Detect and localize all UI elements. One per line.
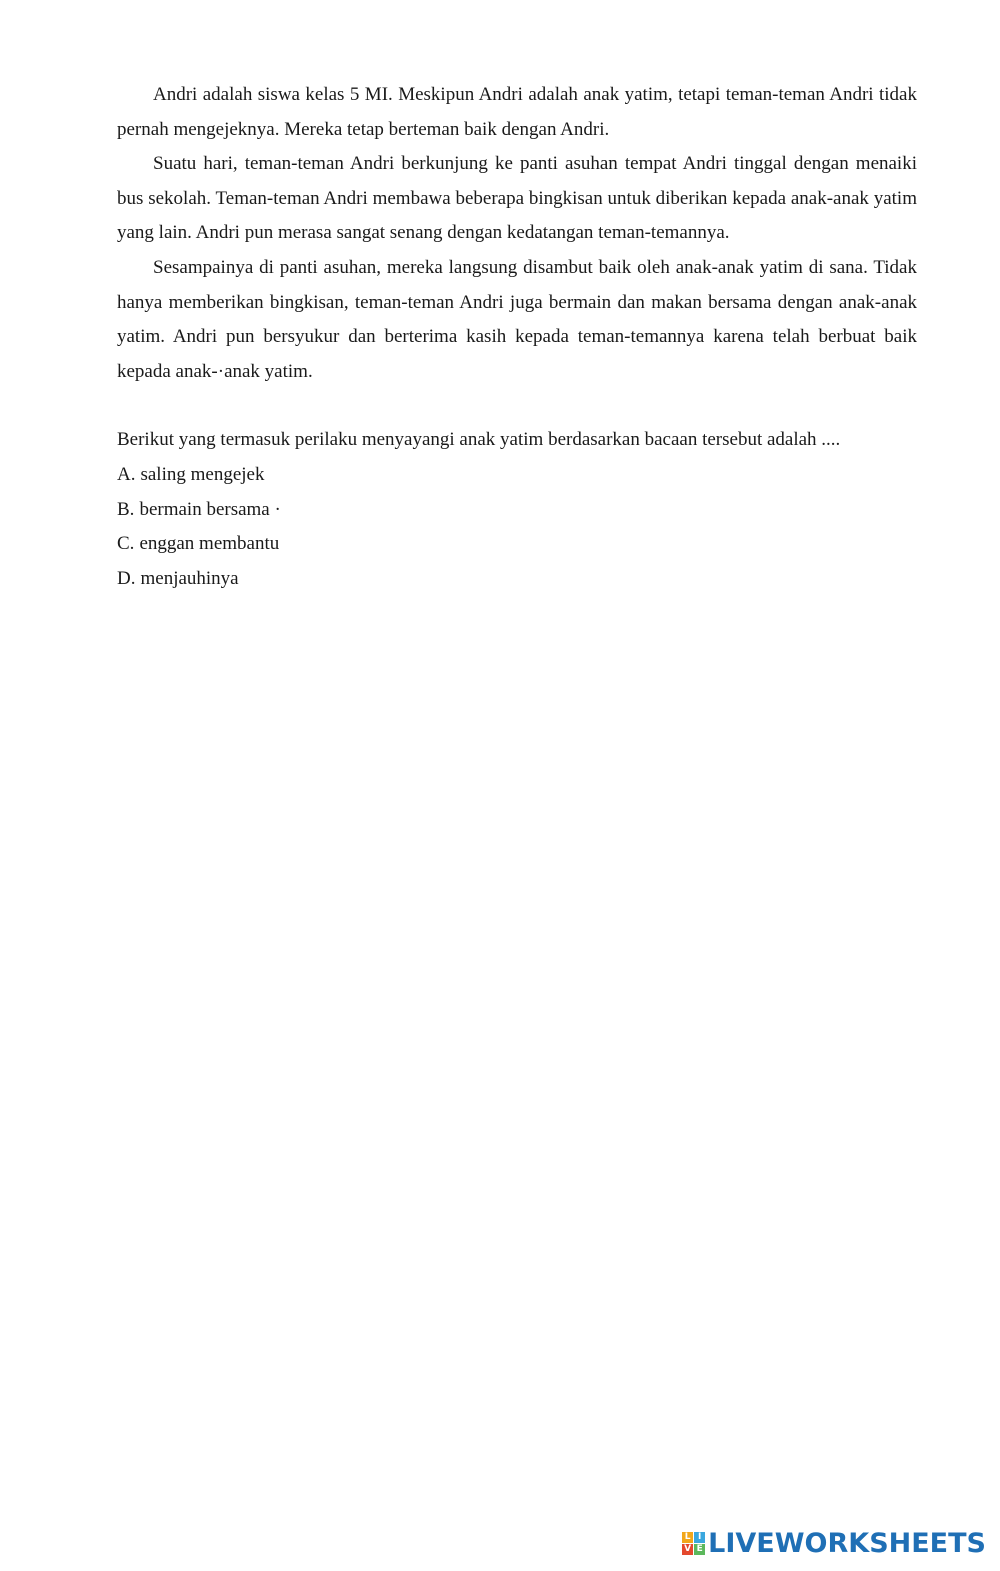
option-a-letter: A. xyxy=(117,463,136,485)
option-c[interactable] xyxy=(117,527,917,562)
option-d[interactable] xyxy=(117,562,917,597)
option-c-text: enggan membantu xyxy=(139,533,280,555)
worksheet-content xyxy=(117,78,917,596)
logo-mark-e: E xyxy=(694,1544,705,1555)
option-b[interactable] xyxy=(117,493,917,528)
option-d-letter: D. xyxy=(117,567,136,589)
option-a-text: saling mengejek xyxy=(140,463,265,485)
logo-mark-i: I xyxy=(694,1532,705,1543)
question-text: Berikut yang termasuk perilaku menyayangi anak yatim berdasarkan bacaan tersebut adalah .... xyxy=(117,429,841,451)
liveworksheets-wordmark: LIVEWORKSHEETS xyxy=(708,1527,986,1559)
option-a[interactable] xyxy=(117,458,917,493)
liveworksheets-logo[interactable] xyxy=(682,1527,986,1559)
logo-mark-l: L xyxy=(682,1532,693,1543)
option-d-text: menjauhinya xyxy=(140,567,239,589)
passage-paragraph-2: Suatu hari, teman-teman Andri berkunjung ke panti asuhan tempat Andri tinggal dengan menaiki bus sekolah. Teman-teman Andri membawa beberapa bingkisan untuk diberikan kepada anak-anak yatim yang lain. Andri pun merasa sangat senang dengan kedatangan teman-temannya. xyxy=(117,153,917,244)
logo-mark-v: V xyxy=(682,1544,693,1555)
passage-paragraph-3: Sesampainya di panti asuhan, mereka langsung disambut baik oleh anak-anak yatim di sana. Tidak hanya memberikan bingkisan, teman-teman Andri juga bermain dan makan bersama dengan anak-anak yatim. Andri pun bersyukur dan berterima kasih kepada teman-temannya karena telah berbuat baik kepada anak-·anak yatim. xyxy=(117,256,917,382)
liveworksheets-logo-icon xyxy=(682,1532,705,1555)
option-b-text: bermain bersama · xyxy=(139,498,281,520)
passage-paragraph-1: Andri adalah siswa kelas 5 MI. Meskipun Andri adalah anak yatim, tetapi teman-teman Andri tidak pernah mengejeknya. Mereka tetap berteman baik dengan Andri. xyxy=(117,84,917,140)
option-b-letter: B. xyxy=(117,498,135,520)
answer-options xyxy=(117,458,917,596)
option-c-letter: C. xyxy=(117,533,135,555)
